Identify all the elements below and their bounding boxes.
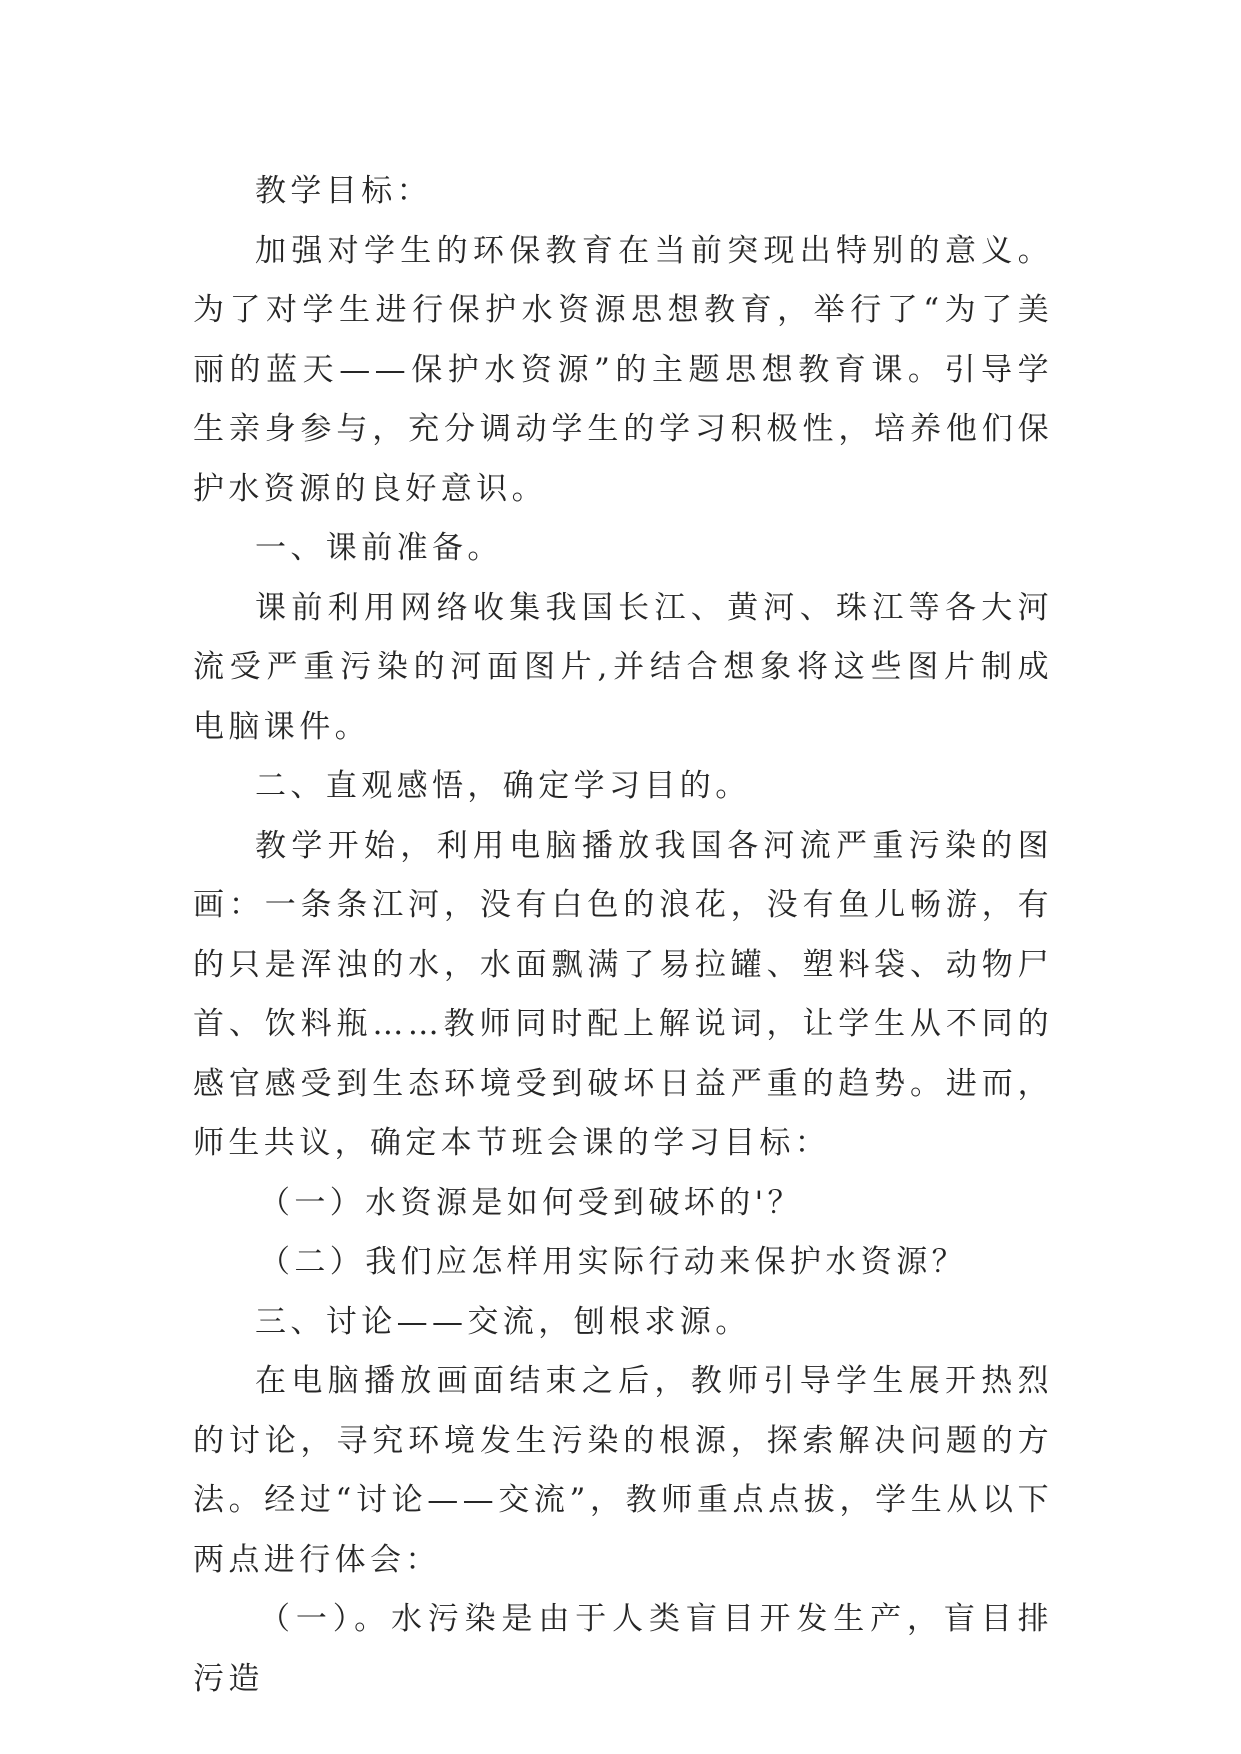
paragraph-section-3: 在电脑播放画面结束之后，教师引导学生展开热烈的讨论，寻究环境发生污染的根源，探索解决问题的方法。经过“讨论——交流”，教师重点点拔，学生从以下两点进行体会： [193, 1363, 1053, 1578]
heading-section-1: 一、课前准备。 [255, 530, 503, 566]
sub-item-2: （二）我们应怎样用实际行动来保护水资源？ [259, 1244, 967, 1280]
paragraph-goals-text: 加强对学生的环保教育在当前突现出特别的意义。为了对学生进行保护水资源思想教育，举行了“为了美丽的蓝天——保护水资源”的主题思想教育课。引导学生亲身参与，充分调动学生的学习积极性，培养他们保护水资源的良好意识。 [193, 232, 1053, 507]
paragraph-section-1: 课前利用网络收集我国长江、黄河、珠江等各大河流受严重污染的河面图片,并结合想象将这些图片制成电脑课件。 [193, 589, 1053, 745]
paragraph-section-2: 教学开始，利用电脑播放我国各河流严重污染的图画：一条条江河，没有白色的浪花，没有鱼儿畅游，有的只是浑浊的水，水面飘满了易拉罐、塑料袋、动物尸首、饮料瓶……教师同时配上解说词，让学生从不同的感官感受到生态环境受到破坏日益严重的趋势。进而，师生共议，确定本节班会课的学习目标： [193, 827, 1053, 1161]
sub-item-3: （一）。水污染是由于人类盲目开发生产，盲目排污造 [193, 1601, 1053, 1697]
heading-teaching-goals: 教学目标： [255, 173, 432, 209]
heading-section-2: 二、直观感悟，确定学习目的。 [255, 768, 751, 804]
sub-item-1: （一）水资源是如何受到破坏的'？ [259, 1184, 803, 1221]
document-body [193, 162, 1053, 1709]
heading-section-3: 三、讨论——交流，刨根求源。 [255, 1303, 751, 1340]
